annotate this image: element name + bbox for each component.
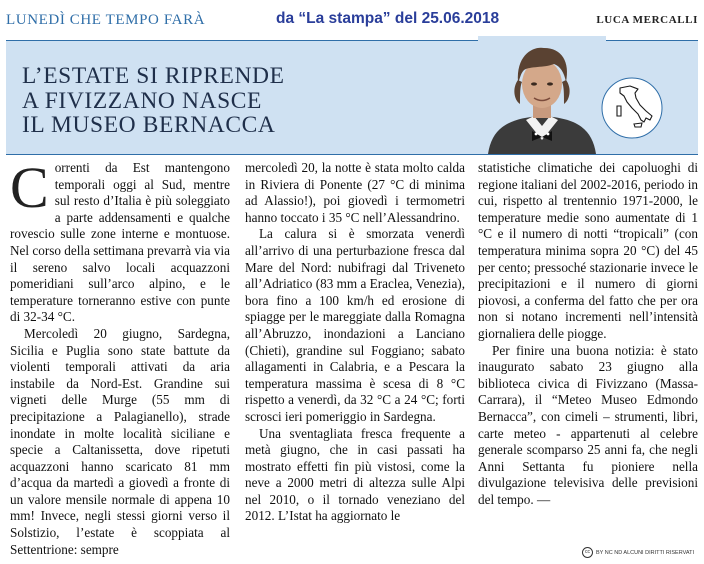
headline-line-3: IL MUSEO BERNACCA bbox=[22, 112, 276, 138]
paragraph: La calura si è smorzata venerdì all’arrivo di una perturbazione fresca dal Mare del Nord: nubifragi dal Triveneto all’Adriatico (83 mm a Eraclea, Venezia), bora fino a 100 km/h ed erosione di spiagge per le mareggiate dalla Romagna all’Abruzzo, inondazioni a Lanciano (Chieti), grandine sul Foggiano; sabato allagamenti in Calabria, e a Pescara la temperatura massima è scesa di 8 °C rispetto a venerdì, da 32 °C a 24 °C; forti scrosci ieri pomeriggio in Sardegna. bbox=[245, 226, 465, 424]
creative-commons-icon: cc bbox=[582, 547, 593, 558]
author-portrait bbox=[478, 36, 606, 154]
copyright-text: BY NC ND ALCUNI DIRITTI RISERVATI bbox=[596, 549, 694, 556]
headline-line-1: L’ESTATE SI RIPRENDE bbox=[22, 63, 285, 89]
paragraph: statistiche climatiche dei capoluoghi di regione italiani del 2002-2016, periodo in cui, rispetto al trentennio 1971-2000, le temperature medie sono aumentate di 1 °C e il numero di notti “tropicali” (con temperatura minima sopra 20 °C) del 45 per cento; pressoché stazionarie invece le precipitazioni e il numero di giorni piovosi, a conferma del fatto che per ora non si notano incrementi nell’intensità giornaliera delle piogge. bbox=[478, 160, 698, 341]
italy-map-icon bbox=[600, 76, 664, 140]
banner-rule-bottom bbox=[6, 154, 698, 155]
paragraph: Mercoledì 20 giugno, Sardegna, Sicilia e Puglia sono state battute da violenti temporali attivati da aria instabile da Nord-Est. Grandine sui vigneti delle Murge (55 mm di precipitazione a Palagianello), strade inondate in molte località siciliane e specie a Caltanissetta, dove ripetuti acquazzoni hanno scaricato 81 mm d’acqua da martedì a giovedì a fronte di un valore mensile normale di appena 10 mm! Invece, negli stessi giorni verso il Solstizio, l’estate è scoppiata al Settentrione: sempre bbox=[10, 325, 230, 557]
article-column-1 bbox=[10, 155, 230, 558]
author-name: LUCA MERCALLI bbox=[596, 14, 698, 26]
source-label: da “La stampa” del 25.06.2018 bbox=[276, 10, 500, 27]
paragraph: Per finire una buona notizia: è stato inaugurato sabato 23 giugno alla biblioteca civica di Fivizzano (Massa-Carrara), il “Meteo Museo Edmondo Bernacca”, con cimeli – strumenti, libri, carte meteo - appartenuti al celebre generale scomparso 25 anni fa, che negli Anni Settanta fu pioniere nella divulgazione televisiva delle previsioni del tempo. — bbox=[478, 342, 698, 507]
rubric-title: LUNEDÌ CHE TEMPO FARÀ bbox=[6, 12, 206, 28]
headline bbox=[22, 64, 352, 138]
paragraph: Una sventagliata fresca frequente a metà giugno, che in casi passati ha mostrato effetti fin più vistosi, come la neve a 2000 metri di altezza sulle Alpi nel 2010, o il tornado veneziano del 2012. L’Istat ha aggiornato le bbox=[245, 425, 465, 524]
article-header bbox=[0, 0, 704, 36]
article-column-3 bbox=[478, 160, 698, 508]
article-column-2 bbox=[245, 160, 465, 525]
copyright-notice bbox=[582, 547, 694, 558]
paragraph: Correnti da Est mantengono temporali oggi al Sud, mentre sul resto d’Italia è più soleggiato a parte addensamenti e qualche rovescio sulle zone interne e montuose. Nel corso della settimana prevarrà via via il sereno salvo locali acquazzoni pomeridiani sull’arco alpino, e le temperature torneranno estive con punte di 32-34 °C. bbox=[10, 155, 230, 325]
paragraph: mercoledì 20, la notte è stata molto calda in Riviera di Ponente (27 °C di minima ad Alassio!), poi giovedì i termometri hanno toccato i 35 °C nell’Alessandrino. bbox=[245, 160, 465, 225]
drop-cap: C bbox=[10, 155, 49, 220]
headline-line-2: A FIVIZZANO NASCE bbox=[22, 87, 262, 114]
